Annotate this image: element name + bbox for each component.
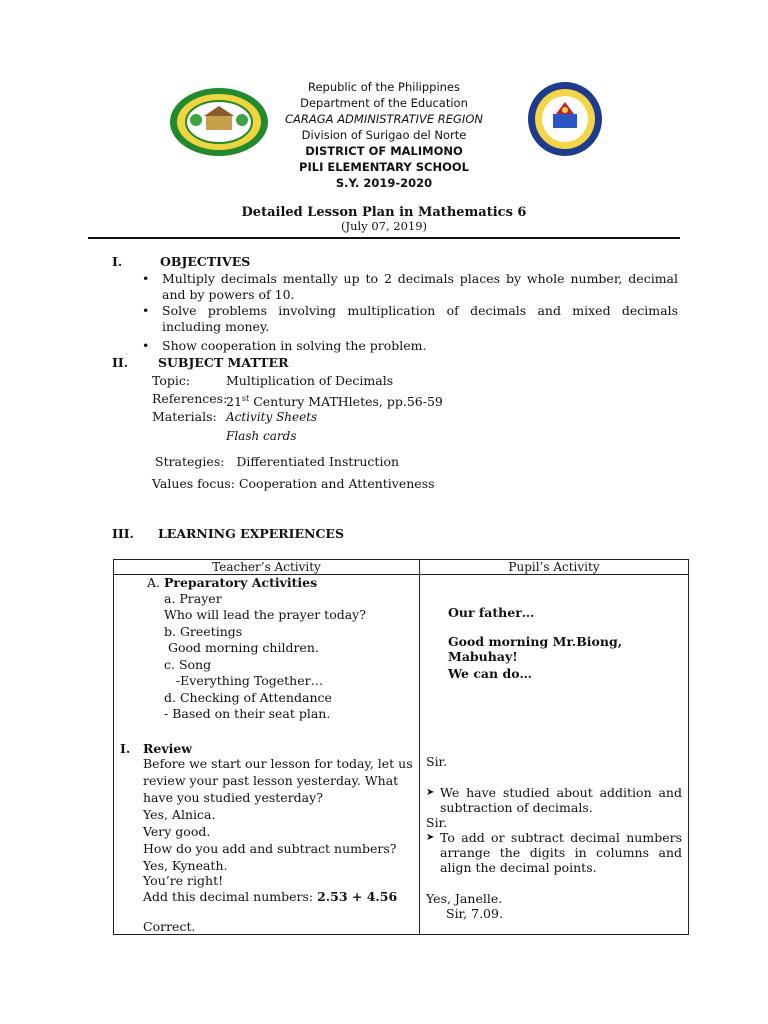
- letterhead: [0, 79, 768, 191]
- materials-item-1: Activity Sheets: [226, 410, 318, 424]
- lesson-title: Detailed Lesson Plan in Mathematics 6: [241, 205, 527, 220]
- materials-label: Materials:: [152, 409, 217, 424]
- learning-numeral: III.: [112, 526, 134, 541]
- division-line: Division of Surigao del Norte: [301, 128, 467, 142]
- review-line-7: Yes, Kyneath.: [143, 858, 228, 873]
- pupil-prayer: Our father…: [448, 605, 535, 620]
- activity-table: [113, 559, 689, 935]
- learning-heading: LEARNING EXPERIENCES: [158, 526, 344, 541]
- table-column-divider: [419, 560, 420, 934]
- republic-line: Republic of the Philippines: [307, 80, 461, 94]
- teacher-line-song-title: -Everything Together…: [164, 673, 324, 688]
- lesson-title-block: [0, 205, 768, 233]
- materials-item-2: Flash cards: [226, 429, 297, 443]
- objective-item-1: • Multiply decimals mentally up to 2 decimals places by whole number, decimal and by powers of 10.: [162, 271, 678, 303]
- pupil-song: We can do…: [448, 666, 533, 681]
- teacher-line-good-morning: Good morning children.: [164, 640, 319, 655]
- pupil-sir-1: Sir.: [426, 754, 448, 769]
- objective-item-2: • Solve problems involving multiplication of decimals and mixed decimals including money.: [162, 303, 678, 335]
- add-decimal-prompt: Add this decimal numbers: 2.53 + 4.56: [143, 889, 398, 904]
- review-heading: Review: [143, 741, 193, 756]
- review-numeral: I.: [120, 741, 131, 756]
- preparatory-activities-heading: A. Preparatory Activities: [147, 575, 318, 590]
- objectives-numeral: I.: [112, 254, 123, 269]
- lesson-date: (July 07, 2019): [340, 219, 428, 233]
- teacher-line-attendance: d. Checking of Attendance: [164, 690, 332, 705]
- pupil-yes-janelle: Yes, Janelle.: [426, 891, 503, 906]
- region-line: CARAGA ADMINISTRATIVE REGION: [285, 112, 483, 126]
- review-line-8: You’re right!: [143, 873, 224, 888]
- school-line: PILI ELEMENTARY SCHOOL: [299, 160, 469, 174]
- review-line-3: have you studied yesterday?: [143, 790, 323, 805]
- correct-remark: Correct.: [143, 919, 196, 934]
- teacher-line-prayer: a. Prayer: [164, 591, 222, 606]
- review-line-2: review your past lesson yesterday. What: [143, 773, 399, 788]
- district-line: DISTRICT OF MALIMONO: [305, 144, 463, 158]
- arrow-bullet-icon: ➤: [426, 832, 435, 843]
- review-line-6: How do you add and subtract numbers?: [143, 841, 397, 856]
- pupil-sir-2: Sir.: [426, 815, 448, 830]
- strategies-line: Strategies: Differentiated Instruction: [155, 454, 400, 469]
- department-line: Department of the Education: [300, 96, 468, 110]
- topic-label: Topic:: [152, 373, 191, 388]
- teacher-line-prayer-question: Who will lead the prayer today?: [164, 607, 366, 622]
- subject-matter-numeral: II.: [112, 355, 129, 370]
- review-line-4: Yes, Alnica.: [143, 807, 216, 822]
- values-focus-line: Values focus: Cooperation and Attentiveness: [152, 476, 435, 491]
- pupil-sum-answer: Sir, 7.09.: [446, 906, 503, 921]
- pupil-column-header: Pupil’s Activity: [508, 560, 600, 574]
- arrow-bullet-icon: ➤: [426, 787, 435, 798]
- review-line-1: Before we start our lesson for today, let us: [143, 756, 413, 771]
- pupil-greeting: Good morning Mr.Biong, Mabuhay!: [448, 634, 623, 664]
- pupil-answer-add-subtract: ➤ To add or subtract decimal numbers arrange the digits in columns and align the decimal points.: [426, 830, 682, 875]
- topic-value: Multiplication of Decimals: [226, 373, 394, 388]
- pupil-answer-studied: ➤ We have studied about addition and subtraction of decimals.: [426, 785, 682, 815]
- teacher-line-greetings: b. Greetings: [164, 624, 243, 639]
- teacher-column-header: Teacher’s Activity: [212, 560, 321, 574]
- objective-item-3: • Show cooperation in solving the problem.: [162, 338, 678, 354]
- teacher-line-seat-plan: - Based on their seat plan.: [164, 706, 331, 721]
- review-line-5: Very good.: [143, 824, 211, 839]
- subject-matter-heading: SUBJECT MATTER: [158, 355, 289, 370]
- references-label: References:: [152, 391, 228, 406]
- teacher-line-song: c. Song: [164, 657, 212, 672]
- school-year-line: S.Y. 2019-2020: [335, 176, 433, 190]
- title-divider: [88, 237, 680, 239]
- references-value: 21st Century MATHletes, pp.56-59: [226, 394, 443, 410]
- objectives-heading: OBJECTIVES: [160, 254, 251, 269]
